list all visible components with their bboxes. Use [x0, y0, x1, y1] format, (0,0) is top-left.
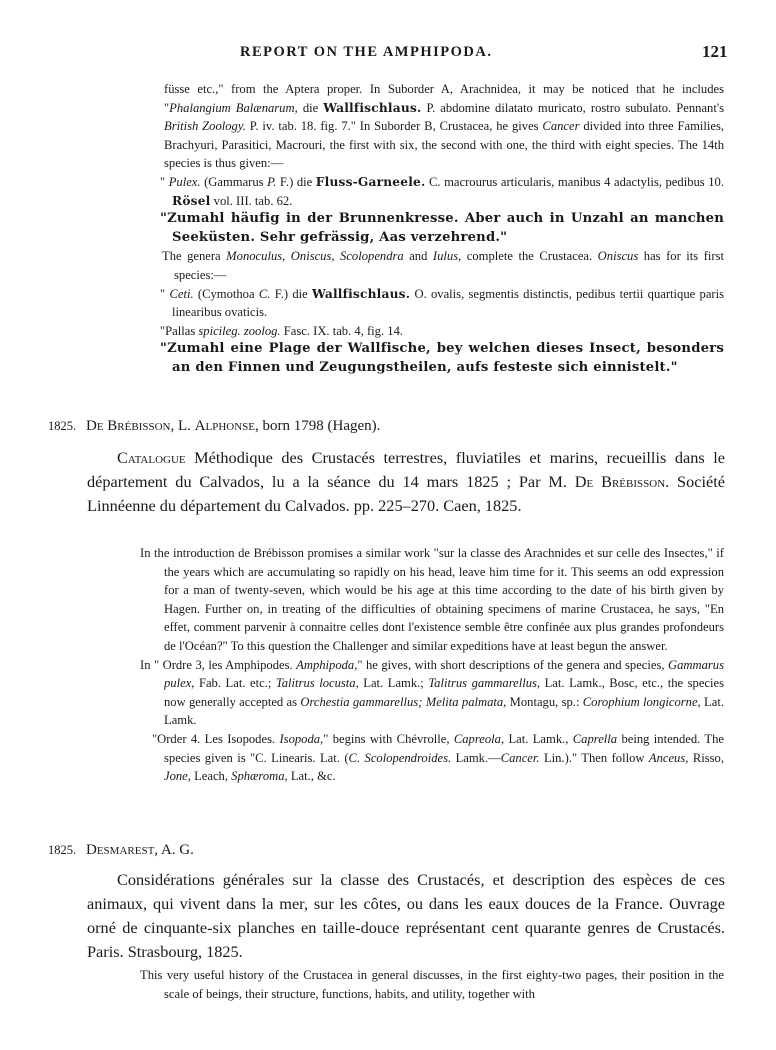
quote-wallfische: "Zumahl eine Plage der Wallfische, bey welchen dieses Insect, besonders an den Finnen und Zeugungstheilen, aufs festeste sich einnistelt."	[160, 341, 724, 375]
quote-pulex: " Pulex. (Gammarus P. F.) die Fluss-Garneele. C. macrourus articularis, manibus 4 adactylis, pedibus 10. Rösel vol. III. tab. 62.	[160, 174, 725, 208]
entry-heading-desmarest: 1825. Desmarest, A. G.	[48, 842, 194, 858]
entry-title-debrebisson: Catalogue Méthodique des Crustacés terrestres, fluviatiles et marins, recueillis dans le département du Calvados, lu a la séance du 14 mars 1825 ; Par M. De Brébisson. Société Linnéenne du département du Calvados. pp. 225–270. Caen, 1825.	[87, 448, 725, 515]
running-head	[0, 44, 776, 66]
page-number: 121	[702, 42, 728, 61]
top-section	[140, 80, 724, 378]
entry-author: De Brébisson,	[86, 418, 175, 434]
quote-ceti: " Ceti. (Cymothoa C. F.) die Wallfischlaus. O. ovalis, segmentis distinctis, pedibus tertii quartique paris linearibus ovaticis.	[160, 286, 725, 320]
entry-author: Desmarest,	[86, 842, 159, 858]
quote-pallas: "Pallas spicileg. zoolog. Fasc. IX. tab. 4, fig. 14.	[160, 323, 404, 338]
entry-title-desmarest: Considérations générales sur la classe des Crustacés, et description des espèces de ces animaux, qui vivent dans la mer, sur les côtes, ou dans les eaux douces de la France. Ouvrage orné de cinquante-six planches en taille-douce représentant cent quarante genres de Crustacés. Paris. Strasbourg, 1825.	[87, 870, 725, 961]
paragraph-order4: "Order 4. Les Isopodes. Isopoda," begins with Chévrolle, Capreola, Lat. Lamk., Caprella being intended. The species given is "C. Linearis. Lat. (C. Scolopendroides. Lamk.—Cancer. Lin.)." Then follow Anceus, Risso, Jone, Leach, Sphæroma, Lat., &c.	[152, 731, 724, 784]
quote-brunnenkresse: "Zumahl häufig in der Brunnenkresse. Aber auch in Unzahl an manchen Seeküsten. Sehr gefrässig, Aas verzehrend."	[160, 211, 724, 245]
entry-year: 1825.	[48, 419, 77, 433]
paragraph-history: This very useful history of the Crustacea in general discusses, in the first eighty-two pages, their position in the scale of beings, their structure, functions, habits, and utility, together with	[140, 968, 724, 1001]
paragraph-ordre3: In " Ordre 3, les Amphipodes. Amphipoda," he gives, with short descriptions of the genera and species, Gammarus pulex, Fab. Lat. etc.; Talitrus locusta, Lat. Lamk.; Talitrus gammarellus, Lat. Lamk., Bosc, etc., the species now generally accepted as Orchestia gammarellus; Melita palmata, Montagu, sp.: Corophium longicorne, Lat. Lamk.	[140, 657, 724, 728]
paragraph-introduction: In the introduction de Brébisson promises a similar work "sur la classe des Arachnides et sur celle des Insectes," if the years which are accumulating so rapidly on his head, leave him time for it. This seems an odd expression for a man of twenty-seven, which would be his age at this time according to the date of his birth given by Hagen. Further on, in treating of the difficulties of obtaining specimens of marine Crustacea, he says, "En effet, comment parvenir à connaitre celles dont l'existence semble être confinée aux plus grandes profondeurs de l'Océan?" To this question the Challenger and similar expeditions have at least begun the answer.	[140, 546, 724, 653]
paragraph-aptera: füsse etc.," from the Aptera proper. In Suborder A, Arachnidea, it may be noticed that he includes "Phalangium Balænarum, die Wallfischlaus. P. abdomine dilatato muricato, rostro subulato. Pennant's British Zoology. P. iv. tab. 18. fig. 7." In Suborder B, Crustacea, he gives Cancer divided into three Families, Brachyuri, Parasitici, Macrouri, the first with six, the second with one, the third with eight species. The 14th species is thus given:—	[164, 82, 725, 171]
entry-year: 1825.	[48, 843, 77, 857]
entry-body-debrebisson	[140, 544, 724, 786]
entry-heading-debrebisson: 1825. De Brébisson, L. Alphonse, born 1798 (Hagen).	[48, 418, 381, 434]
entry-body-desmarest	[140, 966, 724, 1003]
running-title: REPORT ON THE AMPHIPODA.	[240, 44, 493, 60]
paragraph-genera: The genera Monoculus, Oniscus, Scolopendra and Iulus, complete the Crustacea. Oniscus has for its first species:—	[162, 249, 724, 282]
